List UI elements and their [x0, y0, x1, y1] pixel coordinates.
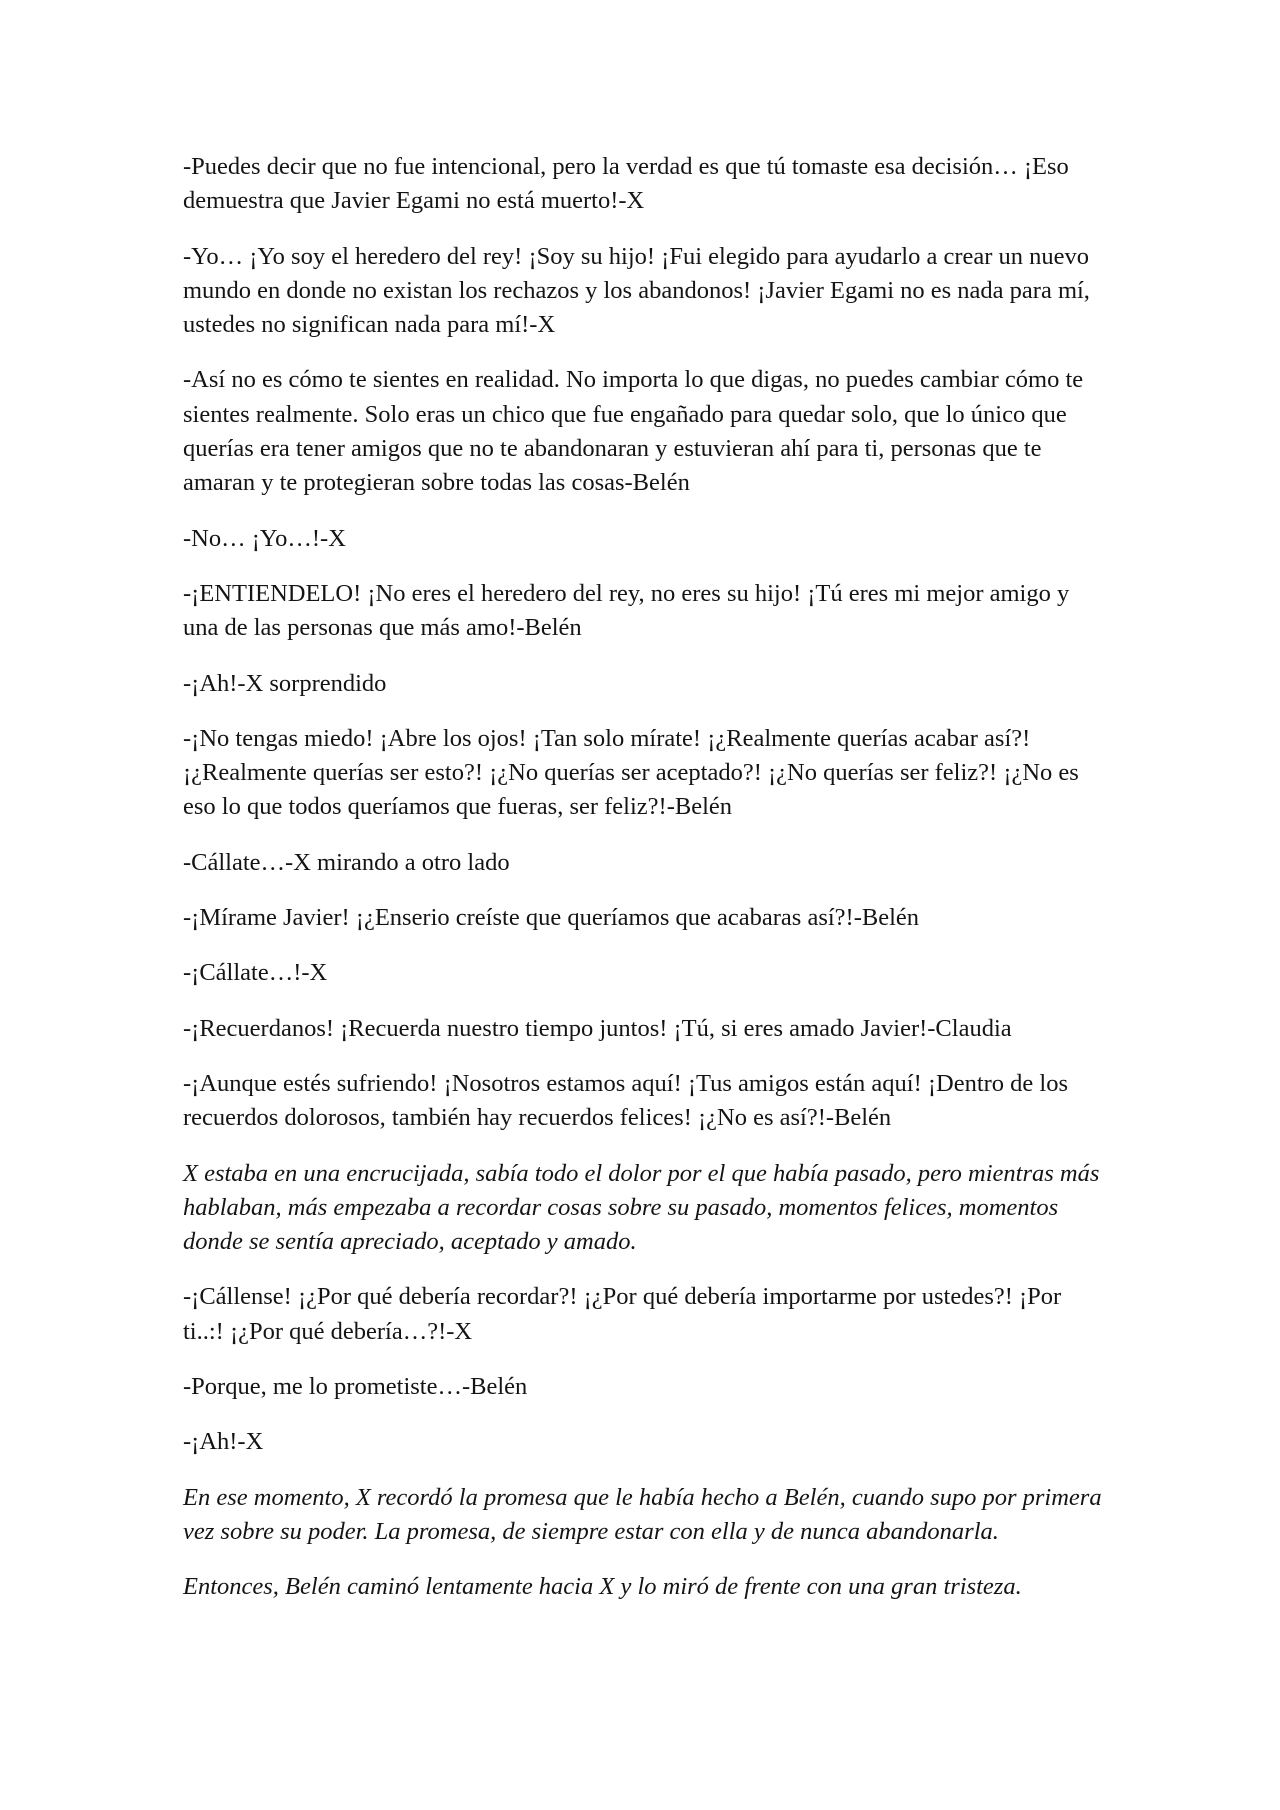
dialogue-paragraph: -¡Cállense! ¡¿Por qué debería recordar?! ¡¿Por qué debería importarme por ustedes?! ¡Por ti..:! ¡¿Por qué debería…?!-X	[183, 1283, 1062, 1345]
dialogue-paragraph: -¡Ah!-X sorprendido	[183, 669, 387, 697]
dialogue-paragraph: -¡No tengas miedo! ¡Abre los ojos! ¡Tan solo mírate! ¡¿Realmente querías acabar así?! ¡¿Realmente querías ser esto?! ¡¿No querías ser aceptado?! ¡¿No querías ser feliz?! ¡¿No es eso lo que todos queríamos que fueras, ser feliz?!-Belén	[183, 724, 1079, 821]
narration-paragraph: En ese momento, X recordó la promesa que le había hecho a Belén, cuando supo por primera vez sobre su poder. La promesa, de siempre estar con ella y de nunca abandonarla.	[183, 1483, 1102, 1545]
dialogue-paragraph: -¡Mírame Javier! ¡¿Enserio creíste que queríamos que acabaras así?!-Belén	[183, 904, 920, 932]
dialogue-paragraph: -No… ¡Yo…!-X	[183, 524, 346, 552]
narration-paragraph: Entonces, Belén caminó lentamente hacia X y lo miró de frente con una gran tristeza.	[183, 1573, 1022, 1601]
document-body	[183, 150, 1103, 1626]
dialogue-paragraph: -Porque, me lo prometiste…-Belén	[183, 1373, 528, 1401]
dialogue-paragraph: -Yo… ¡Yo soy el heredero del rey! ¡Soy su hijo! ¡Fui elegido para ayudarlo a crear un nuevo mundo en donde no existan los rechazos y los abandonos! ¡Javier Egami no es nada para mí, ustedes no significan nada para mí!-X	[183, 242, 1090, 339]
dialogue-paragraph: -¡Ah!-X	[183, 1428, 264, 1456]
narration-paragraph: X estaba en una encrucijada, sabía todo el dolor por el que había pasado, pero mientras más hablaban, más empezaba a recordar cosas sobre su pasado, momentos felices, momentos donde se sentía apreciado, aceptado y amado.	[183, 1159, 1100, 1256]
dialogue-paragraph: -¡Cállate…!-X	[183, 959, 328, 987]
dialogue-paragraph: -Puedes decir que no fue intencional, pero la verdad es que tú tomaste esa decisión… ¡Eso demuestra que Javier Egami no está muerto!-X	[183, 153, 1069, 215]
dialogue-paragraph: -¡Aunque estés sufriendo! ¡Nosotros estamos aquí! ¡Tus amigos están aquí! ¡Dentro de los recuerdos dolorosos, también hay recuerdos felices! ¡¿No es así?!-Belén	[183, 1069, 1069, 1132]
dialogue-paragraph: -Así no es cómo te sientes en realidad. No importa lo que digas, no puedes cambiar cómo te sientes realmente. Solo eras un chico que fue engañado para quedar solo, que lo único que querías era tener amigos que no te abandonaran y estuvieran ahí para ti, personas que te amaran y te protegieran sobre todas las cosas-Belén	[183, 366, 1084, 497]
dialogue-paragraph: -Cállate…-X mirando a otro lado	[183, 848, 510, 876]
dialogue-paragraph: -¡Recuerdanos! ¡Recuerda nuestro tiempo juntos! ¡Tú, si eres amado Javier!-Claudia	[183, 1014, 1012, 1042]
dialogue-paragraph: -¡ENTIENDELO! ¡No eres el heredero del rey, no eres su hijo! ¡Tú eres mi mejor amigo y una de las personas que más amo!-Belén	[183, 579, 1070, 642]
